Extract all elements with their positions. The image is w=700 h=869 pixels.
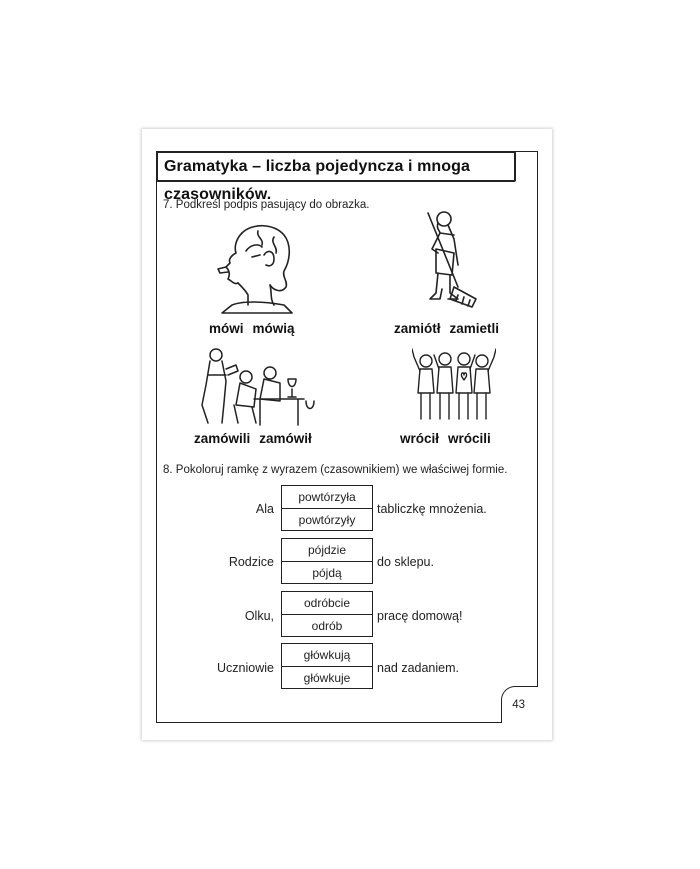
row-2-choice-boxes bbox=[281, 538, 373, 584]
row-3-option-a[interactable]: odróbcie bbox=[303, 596, 351, 610]
children-waving-illustration bbox=[412, 345, 496, 425]
restaurant-order-illustration bbox=[194, 345, 320, 427]
row-1-option-a[interactable]: powtórzyła bbox=[298, 490, 356, 504]
row-3-choice-boxes bbox=[281, 591, 373, 637]
option-wrocili[interactable]: wrócili bbox=[448, 431, 491, 446]
option-zamowili[interactable]: zamówili bbox=[194, 431, 251, 446]
option-zamietli[interactable]: zamietli bbox=[449, 321, 500, 336]
row-4-before: Uczniowie bbox=[217, 661, 274, 675]
girl-speaking-illustration bbox=[212, 221, 302, 316]
row-4-option-b[interactable]: główkuje bbox=[282, 666, 372, 689]
row-1-after: tabliczkę mnożenia. bbox=[377, 502, 487, 516]
caption-row-3 bbox=[194, 431, 312, 446]
workbook-page bbox=[142, 129, 552, 740]
row-2-after: do sklepu. bbox=[377, 555, 434, 569]
row-2-option-a[interactable]: pójdzie bbox=[307, 543, 347, 557]
option-mowi[interactable]: mówi bbox=[209, 321, 244, 336]
option-wrocil[interactable]: wrócił bbox=[400, 431, 440, 446]
row-1-before: Ala bbox=[255, 502, 274, 516]
row-1-choice-boxes bbox=[281, 485, 373, 531]
page-title: Gramatyka – liczba pojedyncza i mnoga czasowników. bbox=[156, 151, 516, 182]
caption-row-1 bbox=[209, 321, 295, 336]
person-sweeping-illustration bbox=[414, 209, 486, 311]
caption-row-2 bbox=[394, 321, 499, 336]
row-4-option-a[interactable]: główkują bbox=[303, 648, 351, 662]
row-2-before: Rodzice bbox=[228, 555, 274, 569]
page-number: 43 bbox=[512, 699, 525, 711]
exercise-7-instruction: 7. Podkreśl podpis pasujący do obrazka. bbox=[163, 199, 370, 211]
row-4-choice-boxes bbox=[281, 643, 373, 689]
row-3-after: pracę domową! bbox=[377, 609, 463, 623]
page-number-tab bbox=[501, 686, 538, 723]
row-3-before: Olku, bbox=[244, 609, 274, 623]
option-mowia[interactable]: mówią bbox=[252, 321, 295, 336]
row-4-after: nad zadaniem. bbox=[377, 661, 460, 675]
row-2-option-b[interactable]: pójdą bbox=[282, 561, 372, 584]
row-3-option-b[interactable]: odrób bbox=[282, 614, 372, 637]
exercise-8-instruction: 8. Pokoloruj ramkę z wyrazem (czasownikiem) we właściwej formie. bbox=[163, 464, 508, 476]
option-zamowil[interactable]: zamówił bbox=[259, 431, 312, 446]
caption-row-4 bbox=[400, 431, 491, 446]
row-1-option-b[interactable]: powtórzyły bbox=[282, 508, 372, 531]
option-zamiotl[interactable]: zamiótł bbox=[394, 321, 441, 336]
